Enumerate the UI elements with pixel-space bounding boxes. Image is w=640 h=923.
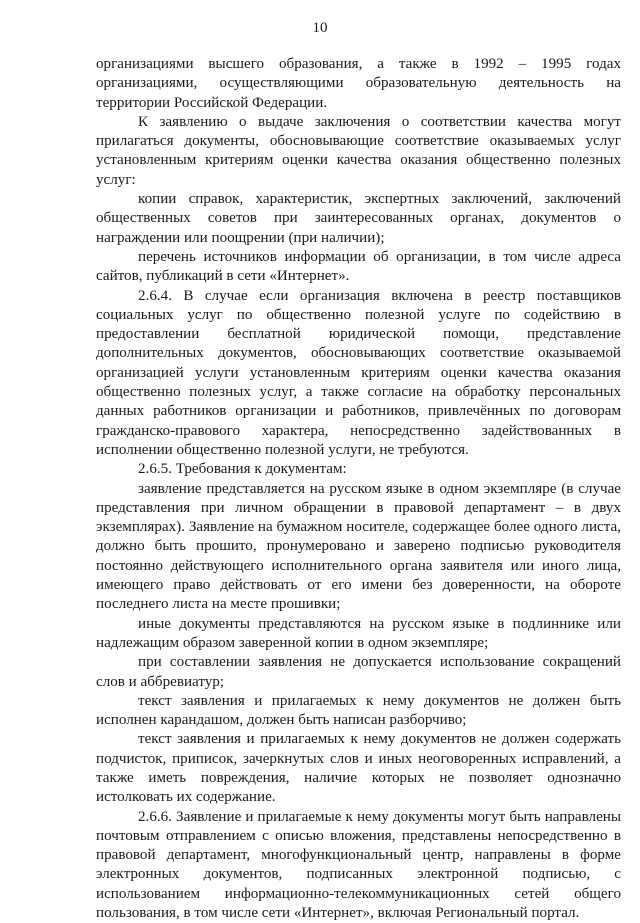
section-2-6-5-heading: 2.6.5. Требования к документам: (138, 461, 347, 478)
paragraph: организациями высшего образования, а также в 1992 – 1995 годах организациями, осуществляющими образовательную деятельность на территории Российской Федерации. (96, 56, 621, 111)
section-2-6-6: 2.6.6. Заявление и прилагаемые к нему документы могут быть направлены почтовым отправлением с описью вложения, представлены непосредственно в правовой департамент, многофункциональный центр, направлены в форме электронных документов, подписанных электронной подписью, с использованием информационно-телекоммуникационных сетей общего пользования, в том числе сети «Интернет», включая Региональный портал. (96, 808, 621, 922)
list-item: иные документы представляются на русском языке в подлиннике или надлежащим образом заверенной копии в одном экземпляре; (96, 615, 621, 651)
document-body (96, 55, 621, 923)
paragraph: К заявлению о выдаче заключения о соответствии качества могут прилагаться документы, обосновывающие соответствие оказываемых услуг установленным критериям оценки качества оказания общественно полезных услуг: (96, 113, 621, 188)
page-number: 10 (312, 20, 328, 36)
section-2-6-4: 2.6.4. В случае если организация включена в реестр поставщиков социальных услуг по общественно полезной услуге по содействию в предоставлении бесплатной юридической помощи, представление дополнительных документов, обосновывающих соответствие оказываемой организацией услуги установленным критериям оценки качества оказания общественно полезных услуг, а также согласие на обработку персональных данных работников организации и работников, привлечённых по договорам гражданско-правового характера, непосредственно задействованных в исполнении общественно полезной услуги, не требуются. (96, 287, 621, 458)
list-item: текст заявления и прилагаемых к нему документов не должен содержать подчисток, приписок, зачеркнутых слов и иных неоговоренных исправлений, а также иметь повреждения, наличие которых не позволяет однозначно истолковать их содержание. (96, 731, 621, 806)
list-item: заявление представляется на русском языке в одном экземпляре (в случае представления при личном обращении в правовой департамент – в двух экземплярах). Заявление на бумажном носителе, содержащее более одного листа, должно быть прошито, пронумеровано и заверено подписью руководителя постоянно действующего исполнительного органа заявителя или иного лица, имеющего право действовать от его имени без доверенности, на обороте последнего листа на месте прошивки; (96, 480, 621, 613)
list-item: при составлении заявления не допускается использование сокращений слов и аббревиатур; (96, 654, 621, 690)
list-item: копии справок, характеристик, экспертных заключений, заключений общественных советов при заинтересованных органах, документов о награждении или поощрении (при наличии); (96, 191, 621, 246)
list-item: перечень источников информации об организации, в том числе адреса сайтов, публикаций в сети «Интернет». (96, 248, 621, 285)
list-item: текст заявления и прилагаемых к нему документов не должен быть исполнен карандашом, должен быть написан разборчиво; (96, 692, 621, 729)
